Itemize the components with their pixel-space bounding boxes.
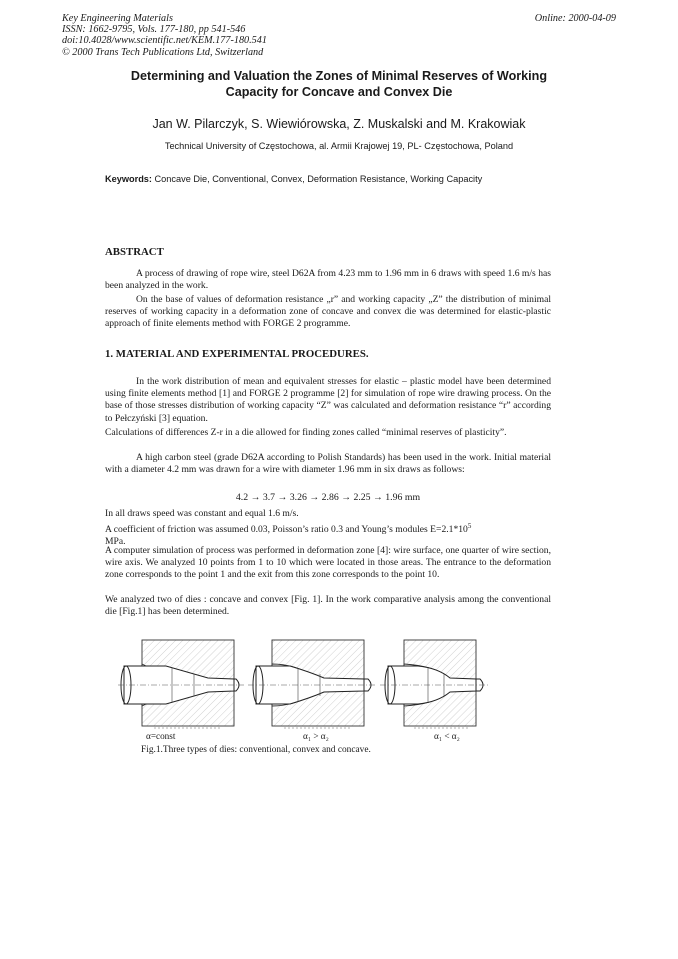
- label-concave: α₁ < α₂: [434, 731, 460, 741]
- figure-caption: Fig.1.Three types of dies: conventional, convex and concave.: [141, 745, 371, 755]
- doi-line: doi:10.4028/www.scientific.net/KEM.177-180.541: [62, 35, 267, 47]
- paper-title: [62, 69, 616, 100]
- exponent: 5: [467, 522, 472, 530]
- section-1-paragraph-4: In all draws speed was constant and equal 1.6 m/s.: [105, 508, 299, 519]
- convex-die: [248, 640, 376, 728]
- conventional-die: [118, 640, 244, 728]
- abstract-paragraph-1: A process of drawing of rope wire, steel D62A from 4.23 mm to 1.96 mm in 6 draws with speed 1.6 m/s has been analyzed in the work.: [105, 268, 551, 292]
- section-1-paragraph-7: We analyzed two of dies : concave and convex [Fig. 1]. In the work comparative analysis among the conventional die [Fig.1] has been determined.: [105, 594, 551, 618]
- title-line-1: Determining and Valuation the Zones of Minimal Reserves of Working: [130, 69, 548, 83]
- section-1-paragraph-6: A computer simulation of process was performed in deformation zone [4]: wire surface, one quarter of wire section, wire axis. We analyzed 10 points from 1 to 10 which were located in those areas. The entrance to the deformation zone corresponds to the point 1 and the exit from this zone corresponds to the point 10.: [105, 545, 551, 581]
- keywords-text: Concave Die, Conventional, Convex, Deformation Resistance, Working Capacity: [154, 174, 483, 184]
- abstract-heading: ABSTRACT: [105, 246, 164, 258]
- paragraph-5-text: A coefficient of friction was assumed 0.03, Poisson’s ratio 0.3 and Young’s modules E=2.1*10: [105, 524, 468, 536]
- keywords: [105, 174, 482, 184]
- section-1-paragraph-3: A high carbon steel (grade D62A according to Polish Standards) has been used in the work. Initial material with a diameter 4.2 mm was drawn for a wire with diameter 1.96 mm in six draws as follows:: [105, 452, 551, 476]
- journal-name: Key Engineering Materials: [62, 13, 173, 24]
- keywords-label: Keywords:: [105, 174, 152, 184]
- authors: Jan W. Pilarczyk, S. Wiewiórowska, Z. Muskalski and M. Krakowiak: [152, 117, 526, 131]
- concave-die: [380, 640, 488, 728]
- online-date: Online: 2000-04-09: [534, 13, 616, 24]
- section-1-paragraph-1: In the work distribution of mean and equivalent stresses for elastic – plastic model have been determined using finite elements method [1] and FORGE 2 programme [2] for simulation of rope wire drawing process. On the base of those stresses distribution of working capacity “Z” was calculated and deformation resistance “r” according to Pełczyński [3] equation.: [105, 376, 551, 424]
- paragraph-5-unit: MPa.: [105, 536, 126, 548]
- section-1-heading: 1. MATERIAL AND EXPERIMENTAL PROCEDURES.: [105, 348, 369, 360]
- die-types-figure: [118, 634, 488, 742]
- copyright-line: © 2000 Trans Tech Publications Ltd, Switzerland: [62, 46, 264, 58]
- affiliation: Technical University of Częstochowa, al. Armii Krajowej 19, PL- Częstochowa, Poland: [164, 141, 514, 151]
- journal-meta: [62, 13, 267, 58]
- label-conventional: α=const: [146, 731, 176, 741]
- label-convex: α₁ > α₂: [303, 731, 329, 741]
- draw-sequence-equation: 4.2 → 3.7 → 3.26 → 2.86 → 2.25 → 1.96 mm: [235, 492, 421, 503]
- issn-line: ISSN: 1662-9795, Vols. 177-180, pp 541-546: [62, 24, 246, 36]
- section-1-paragraph-2: Calculations of differences Z-r in a die allowed for finding zones called “minimal reserves of plasticity”.: [105, 427, 507, 438]
- abstract-paragraph-2: On the base of values of deformation resistance „r” and working capacity „Z” the distribution of minimal reserves of working capacity in a deformation zone of concave and convex die was determined for elastic-plastic approach of finite elements method with FORGE 2 programme.: [105, 294, 551, 330]
- title-line-2: Capacity for Concave and Convex Die: [225, 84, 453, 99]
